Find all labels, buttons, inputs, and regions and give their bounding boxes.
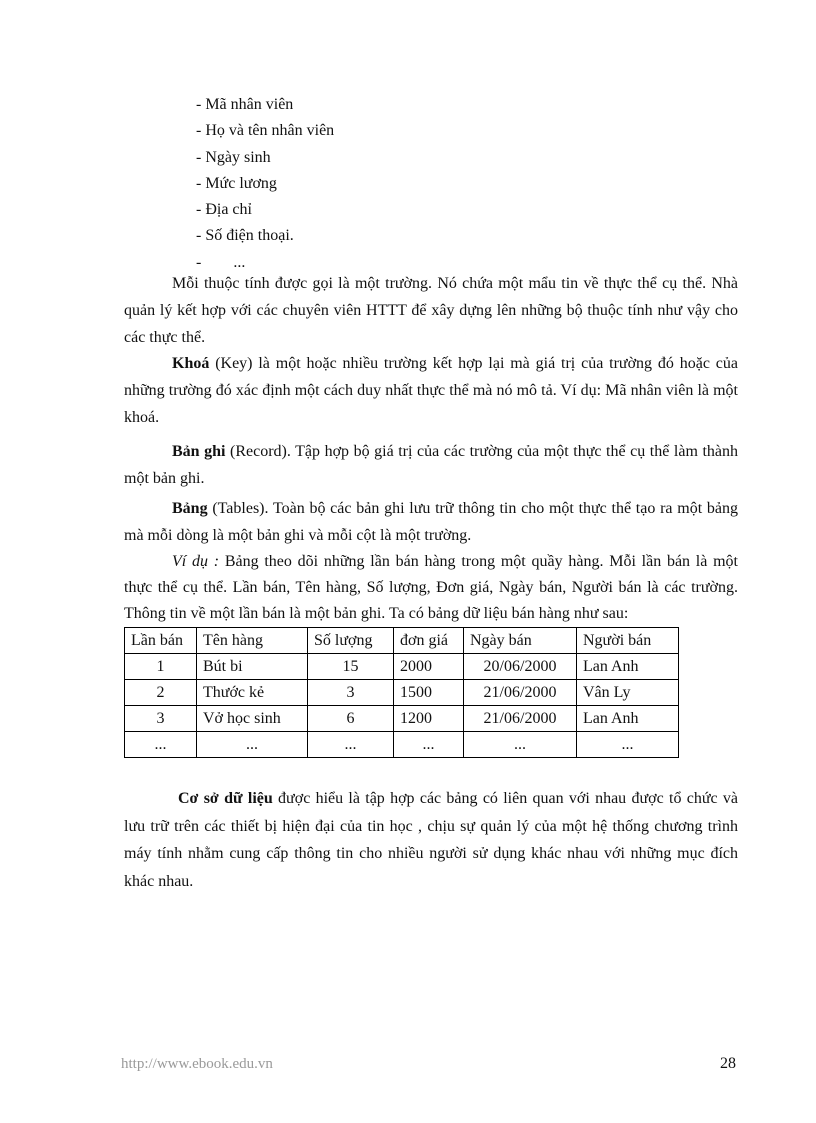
table-cell: Thước kẻ	[197, 680, 308, 706]
sales-table	[124, 627, 679, 758]
table-cell: ...	[464, 732, 577, 758]
example-label: Ví dụ :	[172, 553, 220, 570]
paragraph-khoa	[124, 350, 738, 431]
table-cell: Bút bi	[197, 654, 308, 680]
table-row	[125, 680, 679, 706]
table-cell: 21/06/2000	[464, 680, 577, 706]
list-item: - Số điện thoại.	[196, 227, 294, 245]
table-cell: ...	[125, 732, 197, 758]
table-cell: 1500	[394, 680, 464, 706]
table-cell: Vân Ly	[577, 680, 679, 706]
attribute-list	[196, 92, 334, 276]
list-item: - Ngày sinh	[196, 148, 271, 166]
paragraph-text: được hiểu là tập hợp các bảng có liên quan với nhau được tổ chức và lưu trữ trên các thiết bị hiện đại của tin học , chịu sự quản lý của một hệ thống chương trình máy tính nhằm cung cấp thông tin cho nhiều người sử dụng khác nhau với những mục đích khác nhau.	[124, 790, 738, 890]
paragraph-text: (Tables). Toàn bộ các bản ghi lưu trữ thông tin cho một thực thể tạo ra một bảng mà mỗi dòng là một bản ghi và mỗi cột là một trường.	[124, 500, 738, 544]
table-cell: 15	[308, 654, 394, 680]
table-cell: ...	[394, 732, 464, 758]
table-cell: 3	[125, 706, 197, 732]
page-number: 28	[720, 1055, 736, 1072]
table-cell: 20/06/2000	[464, 654, 577, 680]
list-item: - Mã nhân viên	[196, 96, 294, 113]
table-header-cell: Tên hàng	[197, 628, 308, 654]
table-row	[125, 654, 679, 680]
paragraph-ban-ghi	[124, 438, 738, 492]
footer-url[interactable]: http://www.ebook.edu.vn	[121, 1056, 273, 1072]
table-header-row	[125, 628, 679, 654]
table-header-cell: đơn giá	[394, 628, 464, 654]
table-cell: Lan Anh	[577, 706, 679, 732]
table-cell: 6	[308, 706, 394, 732]
table-row	[125, 732, 679, 758]
term-bang: Bảng	[172, 500, 208, 517]
paragraph-vi-du	[124, 549, 738, 627]
table-cell: Vở học sinh	[197, 706, 308, 732]
table-cell: ...	[308, 732, 394, 758]
table-header-cell: Số lượng	[308, 628, 394, 654]
table-cell: ...	[577, 732, 679, 758]
list-item: - ...	[196, 253, 246, 271]
table-cell: 2000	[394, 654, 464, 680]
table-cell: 2	[125, 680, 197, 706]
term-co-so-du-lieu: Cơ sở dữ liệu	[178, 790, 273, 807]
paragraph-text: Bảng theo dõi những lần bán hàng trong một quầy hàng. Mỗi lần bán là một thực thể cụ thể. Lần bán, Tên hàng, Số lượng, Đơn giá, Ngày bán, Người bán là các trường. Thông tin về một lần bán là một bản ghi. Ta có bảng dữ liệu bán hàng như sau:	[124, 553, 738, 622]
paragraph-truong	[124, 270, 738, 351]
term-ban-ghi: Bản ghi	[172, 443, 226, 460]
list-item: - Mức lương	[196, 174, 277, 192]
table-cell: 1200	[394, 706, 464, 732]
table-header-cell: Người bán	[577, 628, 679, 654]
list-item: - Họ và tên nhân viên	[196, 122, 335, 140]
table-row	[125, 706, 679, 732]
table-cell: ...	[197, 732, 308, 758]
paragraph-bang	[124, 495, 738, 549]
table-header-cell: Lần bán	[125, 628, 197, 654]
paragraph-text: (Key) là một hoặc nhiều trường kết hợp lại mà giá trị của trường đó hoặc của những trường đó xác định một cách duy nhất thực thể mà nó mô tả. Ví dụ: Mã nhân viên là một khoá.	[124, 355, 738, 426]
paragraph-text: (Record). Tập hợp bộ giá trị của các trường của một thực thể cụ thể làm thành một bản ghi.	[124, 443, 738, 487]
table-cell: 21/06/2000	[464, 706, 577, 732]
table-cell: 3	[308, 680, 394, 706]
table-cell: Lan Anh	[577, 654, 679, 680]
list-item: - Địa chỉ	[196, 201, 252, 219]
paragraph-csdl	[124, 785, 738, 895]
term-khoa: Khoá	[172, 355, 210, 372]
table-header-cell: Ngày bán	[464, 628, 577, 654]
table-cell: 1	[125, 654, 197, 680]
paragraph-text: Mỗi thuộc tính được gọi là một trường. Nó chứa một mẩu tin về thực thể cụ thể. Nhà quản lý kết hợp với các chuyên viên HTTT để xây dựng lên những bộ thuộc tính như vậy cho các thực thể.	[124, 275, 738, 346]
